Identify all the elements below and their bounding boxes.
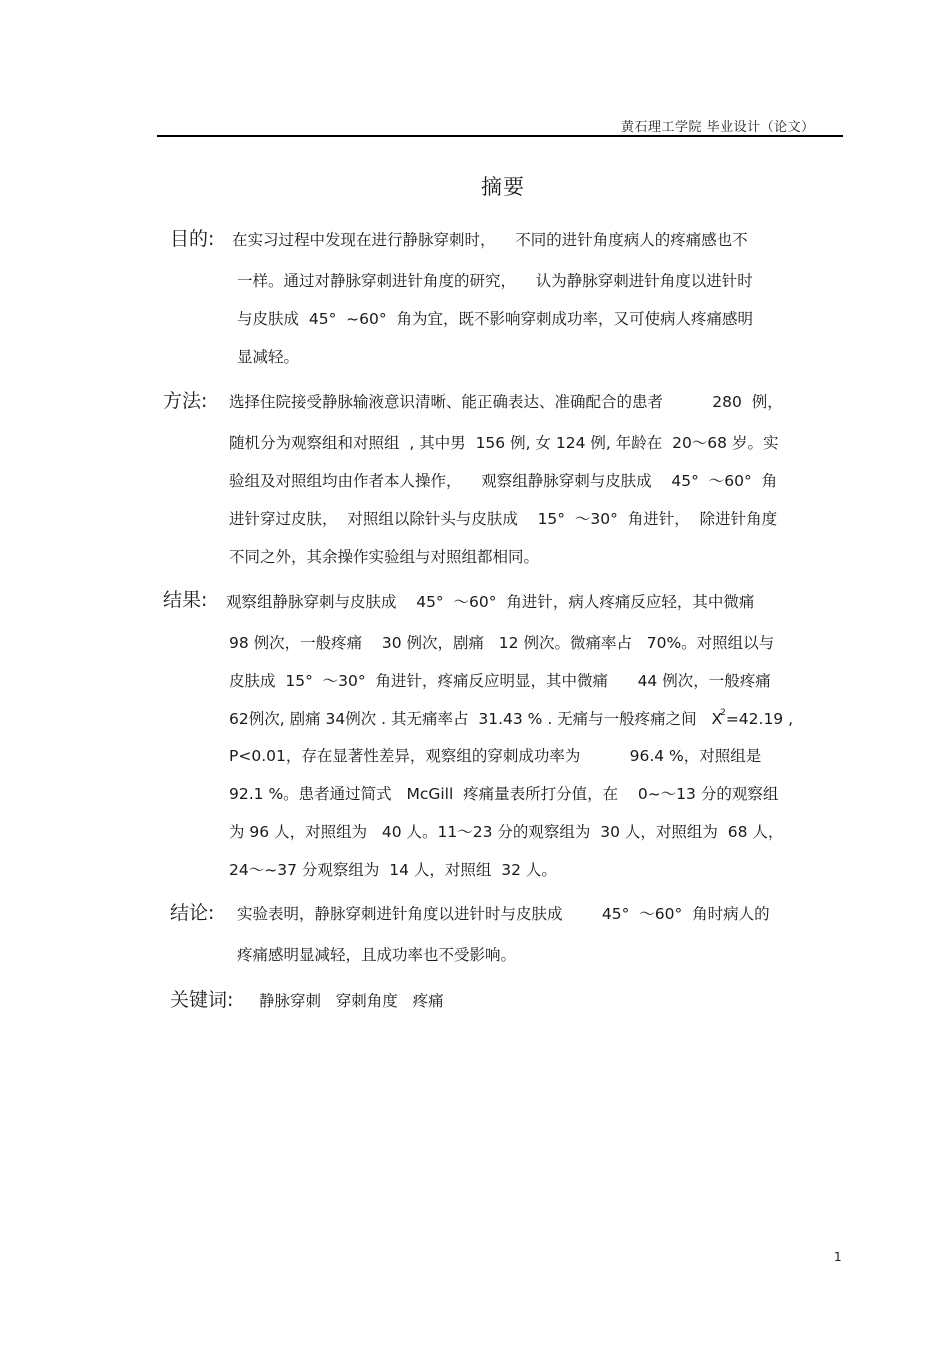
result-line-4-text: 62例次, 剧痛 34例次 . 其无痛率占 31.43 % . 无痛与一般疼痛之间 X [229, 710, 723, 728]
result-label: 结果: [163, 589, 208, 611]
result-line-6: 92.1 %。患者通过简式 McGill 疼痛量表所打分值，在 0~～13 分的观察组 [229, 785, 779, 803]
conclusion-line-2: 疼痛感明显减轻，且成功率也不受影响。 [237, 946, 517, 964]
keywords-label: 关键词: [170, 989, 234, 1011]
method-line-4: 进针穿过皮肤， 对照组以除针头与皮肤成 15° ～30° 角进针， 除进针角度 [229, 510, 778, 528]
method-line-3: 验组及对照组均由作者本人操作， 观察组静脉穿刺与皮肤成 45° ～60° 角 [229, 472, 778, 490]
conclusion-label: 结论: [170, 902, 215, 924]
page-title: 摘要 [481, 175, 525, 199]
method-label: 方法: [163, 390, 208, 412]
purpose-line-4: 显减轻。 [237, 348, 300, 366]
result-line-5: P<0.01，存在显著性差异，观察组的穿刺成功率为 96.4 %，对照组是 [229, 747, 762, 765]
purpose-label: 目的: [170, 228, 215, 250]
page-number: 1 [834, 1250, 842, 1264]
running-header: 黄石理工学院 毕业设计（论文） [621, 120, 815, 135]
header-divider [157, 135, 843, 137]
method-line-2: 随机分为观察组和对照组 , 其中男 156 例, 女 124 例, 年龄在 20～68 岁。实 [229, 434, 779, 452]
conclusion-line-1: 实验表明，静脉穿刺进针角度以进针时与皮肤成 45° ～60° 角时病人的 [237, 905, 770, 923]
keywords-list: 静脉穿刺 穿刺角度 疼痛 [259, 992, 444, 1010]
result-line-8: 24～~37 分观察组为 14 人，对照组 32 人。 [229, 861, 557, 879]
result-line-2: 98 例次，一般疼痛 30 例次，剧痛 12 例次。微痛率占 70%。对照组以与 [229, 634, 775, 652]
method-line-5: 不同之外，其余操作实验组与对照组都相同。 [229, 548, 540, 566]
method-line-1: 选择住院接受静脉输液意识清晰、能正确表达、准确配合的患者 280 例， [229, 393, 783, 411]
purpose-line-2: 一样。通过对静脉穿刺进针角度的研究， 认为静脉穿刺进针角度以进针时 [237, 272, 753, 290]
result-line-3: 皮肤成 15° ～30° 角进针，疼痛反应明显，其中微痛 44 例次，一般疼痛 [229, 672, 771, 690]
purpose-line-1: 在实习过程中发现在进行静脉穿刺时， 不同的进针角度病人的疼痛感也不 [232, 231, 748, 249]
chi-square-value: =42.19 , [725, 710, 794, 728]
purpose-line-3: 与皮肤成 45° ~60° 角为宜，既不影响穿刺成功率，又可使病人疼痛感明 [237, 310, 753, 328]
chi-square-superscript: 2 [720, 708, 726, 718]
result-line-1: 观察组静脉穿刺与皮肤成 45° ～60° 角进针，病人疼痛反应轻，其中微痛 [226, 593, 755, 611]
result-line-7: 为 96 人，对照组为 40 人。11～23 分的观察组为 30 人，对照组为 68 人， [229, 823, 784, 841]
result-line-4 [229, 707, 793, 729]
